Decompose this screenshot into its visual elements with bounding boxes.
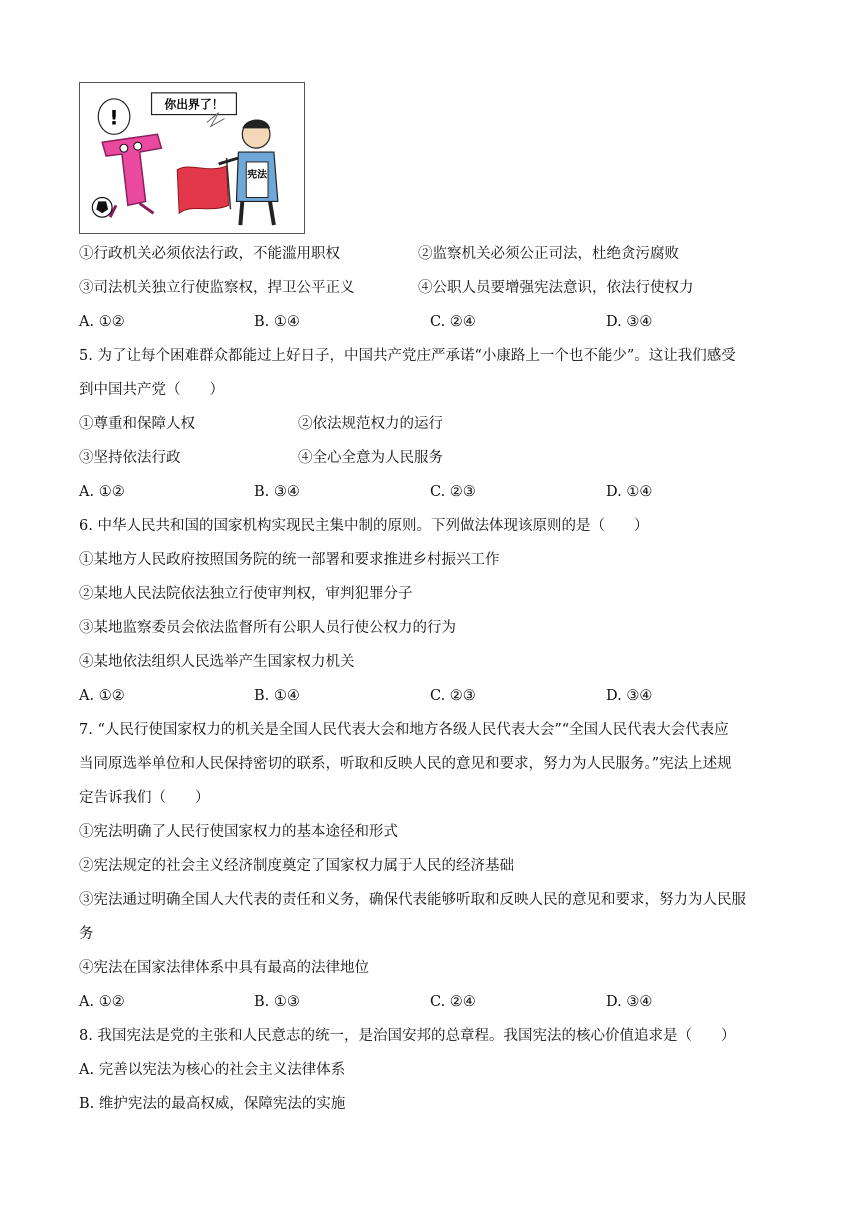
q4-option-c[interactable]: C. ②④ [430,314,476,330]
q5-statement-3: ③坚持依法行政 [79,450,181,466]
cartoon-svg [80,83,304,233]
q8-stem: 8. 我国宪法是党的主张和人民意志的统一，是治国安邦的总章程。我国宪法的核心价值追求是（ ） [79,1028,736,1044]
q5-option-b[interactable]: B. ③④ [254,484,300,500]
q6-option-a[interactable]: A. ①② [79,688,125,704]
q7-option-d[interactable]: D. ③④ [606,994,653,1010]
q7-statement-1: ①宪法明确了人民行使国家权力的基本途径和形式 [79,824,398,840]
q7-statement-3-line-2: 务 [79,926,94,942]
q4-statement-2: ②监察机关必须公正司法，杜绝贪污腐败 [418,246,679,262]
board-text: 宪法 [247,169,267,181]
q6-statement-2: ②某地人民法院依法独立行使审判权，审判犯罪分子 [79,586,413,602]
q4-option-b[interactable]: B. ①④ [254,314,300,330]
q4-option-d[interactable]: D. ③④ [606,314,653,330]
q8-option-b[interactable]: B. 维护宪法的最高权威，保障宪法的实施 [79,1096,346,1112]
q5-statement-4: ④全心全意为人民服务 [298,450,443,466]
q5-option-d[interactable]: D. ①④ [606,484,653,500]
red-flag [177,166,228,213]
q7-stem-line-3: 定告诉我们（ ） [79,790,210,806]
q7-stem-line-1: 7. “人民行使国家权力的机关是全国人民代表大会和地方各级人民代表大会”“全国人民代表大会代表应 [79,722,729,738]
q4-statement-3: ③司法机关独立行使监察权，捍卫公平正义 [79,280,355,296]
q4-statement-4: ④公职人员要增强宪法意识，依法行使权力 [418,280,694,296]
q5-stem-line-2: 到中国共产党（ ） [79,382,224,398]
speech-text: 你出界了！ [164,97,224,112]
q6-option-b[interactable]: B. ①④ [254,688,300,704]
power-character [102,134,161,205]
q7-statement-3-line-1: ③宪法通过明确全国人大代表的责任和义务，确保代表能够听取和反映人民的意见和要求，努力为人民服 [79,892,746,908]
q8-option-a[interactable]: A. 完善以宪法为核心的社会主义法律体系 [79,1062,346,1078]
q7-option-a[interactable]: A. ①② [79,994,125,1010]
q5-statement-2: ②依法规范权力的运行 [298,416,443,432]
q6-statement-3: ③某地监察委员会依法监督所有公职人员行使公权力的行为 [79,620,456,636]
cartoon-illustration [79,82,305,234]
q6-option-d[interactable]: D. ③④ [606,688,653,704]
q4-statement-1: ①行政机关必须依法行政，不能滥用职权 [79,246,340,262]
exclaim-text: ! [109,106,119,130]
q7-stem-line-2: 当同原选举单位和人民保持密切的联系，听取和反映人民的意见和要求，努力为人民服务。”宪法上述规 [79,756,732,772]
q5-statement-1: ①尊重和保障人权 [79,416,195,432]
q6-option-c[interactable]: C. ②③ [430,688,476,704]
q5-option-a[interactable]: A. ①② [79,484,125,500]
q5-stem-line-1: 5. 为了让每个困难群众都能过上好日子，中国共产党庄严承诺“小康路上一个也不能少”。这让我们感受 [79,348,736,364]
q5-option-c[interactable]: C. ②③ [430,484,476,500]
q7-statement-2: ②宪法规定的社会主义经济制度奠定了国家权力属于人民的经济基础 [79,858,514,874]
q6-statement-4: ④某地依法组织人民选举产生国家权力机关 [79,654,355,670]
q4-option-a[interactable]: A. ①② [79,314,125,330]
q7-statement-4: ④宪法在国家法律体系中具有最高的法律地位 [79,960,369,976]
q6-stem: 6. 中华人民共和国的国家机构实现民主集中制的原则。下列做法体现该原则的是（ ） [79,518,649,534]
q7-option-c[interactable]: C. ②④ [430,994,476,1010]
q7-option-b[interactable]: B. ①③ [254,994,300,1010]
q6-statement-1: ①某地方人民政府按照国务院的统一部署和要求推进乡村振兴工作 [79,552,500,568]
